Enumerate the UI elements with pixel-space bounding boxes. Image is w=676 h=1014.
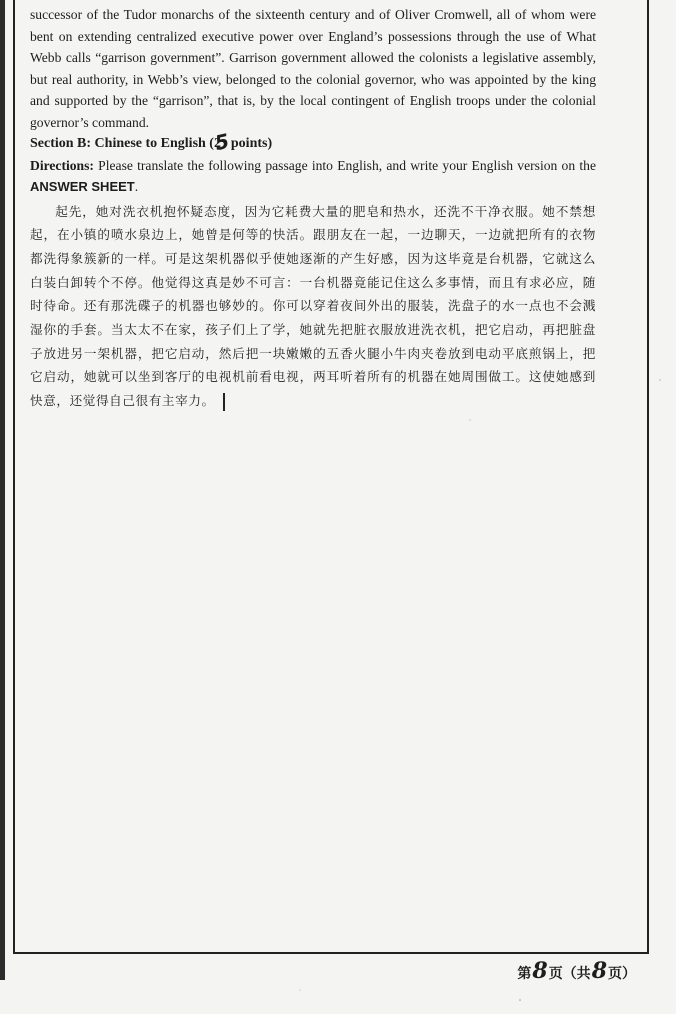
page-suffix: 页） <box>608 966 636 982</box>
pen-mark <box>223 393 225 411</box>
directions-text: Please translate the following passage into English, and write your English version on the <box>93 157 596 173</box>
directions <box>30 155 596 198</box>
section-b-heading-prefix: Section B: Chinese to English (2 <box>30 136 221 151</box>
directions-label: Directions: <box>30 157 94 173</box>
directions-end: . <box>134 179 139 194</box>
answer-sheet-label: ANSWER SHEET <box>30 179 135 194</box>
page-number: 8 <box>532 958 548 984</box>
total-pages: 8 <box>591 958 607 984</box>
page-mid: 页（共 <box>548 966 591 982</box>
exam-page-content <box>30 4 596 413</box>
page-prefix: 第 <box>517 966 532 982</box>
section-b-heading <box>30 128 596 156</box>
scan-left-edge <box>0 0 5 980</box>
section-b-heading-suffix: points) <box>230 136 273 151</box>
handwritten-score-digit: 5 <box>212 128 232 156</box>
passage-a-tail: successor of the Tudor monarchs of the sixteenth century and of Oliver Cromwell, all of whom were bent on extending centralized executive power over England’s possessions through the use of What Webb calls “garrison government”. Garrison government allowed the colonists a legislative assembly, but real authority, in Webb’s view, belonged to the colonial governor, who was appointed by the king and supported by the “garrison”, that is, by the local contingent of English troops under the colonial governor’s command. <box>30 7 596 130</box>
page-number-footer <box>517 958 636 984</box>
chinese-passage <box>30 200 596 413</box>
chinese-passage-text: 起先，她对洗衣机抱怀疑态度，因为它耗费大量的肥皂和热水，还洗不干净衣服。她不禁想起，在小镇的喷水泉边上，她曾是何等的快活。跟朋友在一起，一边聊天，一边就把所有的衣物都洗得象簇新的一样。可是这架机器似乎使她逐渐的产生好感，因为这毕竟是台机器，它就这么白装白卸转个不停。他觉得这真是妙不可言：一台机器竟能记住这么多事情，而且有求必应，随时待命。还有那洗碟子的机器也够妙的。你可以穿着夜间外出的服装，洗盘子的水一点也不会溅湿你的手套。当太太不在家，孩子们上了学，她就先把脏衣服放进洗衣机，把它启动，再把脏盘子放进另一架机器，把它启动，然后把一块嫩嫩的五香火腿小牛肉夹卷放到电动平底煎锅上，把它启动，她就可以坐到客厅的电视机前看电视，两耳听着所有的机器在她周围做工。这使她感到快意，还觉得自己很有主宰力。 <box>30 203 596 409</box>
